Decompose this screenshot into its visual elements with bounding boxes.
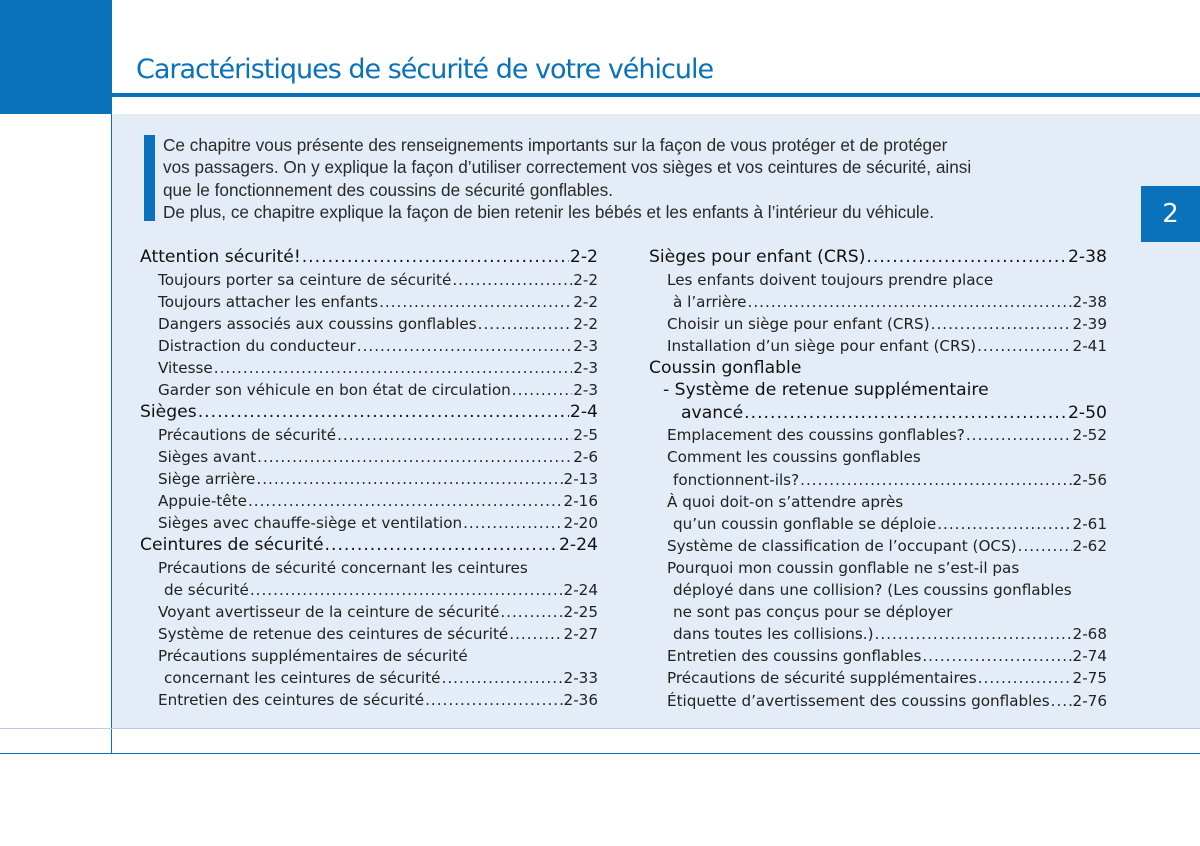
toc-entry[interactable] (649, 623, 1107, 645)
toc-leader-dots (379, 291, 572, 313)
toc-entry-label: de sécurité (164, 580, 249, 599)
toc-entry-page: 2-16 (563, 491, 598, 510)
toc-entry-page: 2-2 (573, 292, 598, 311)
toc-entry[interactable] (140, 269, 598, 291)
panel-left-edge (111, 114, 112, 754)
intro-line: De plus, ce chapitre explique la façon de bien retenir les bébés et les enfants à l’intérieur du véhicule. (163, 201, 935, 222)
toc-entry-page: 2-25 (563, 602, 598, 621)
toc-entry[interactable] (140, 601, 598, 623)
toc-entry[interactable] (649, 579, 1107, 601)
toc-leader-dots (442, 667, 563, 689)
toc-left-column (140, 246, 598, 711)
bottom-rule (0, 753, 1200, 754)
corner-color-block (0, 0, 112, 114)
toc-entry-label: déployé dans une collision? (Les coussins gonflables (673, 581, 1072, 600)
toc-entry[interactable] (140, 490, 598, 512)
toc-leader-dots (198, 401, 569, 424)
toc-entry[interactable] (649, 446, 1107, 468)
toc-entry[interactable] (649, 379, 1107, 402)
toc-entry-label: Installation d’un siège pour enfant (CRS) (667, 336, 977, 355)
toc-entry-label: Précautions de sécurité supplémentaires (667, 669, 977, 688)
toc-entry[interactable] (140, 424, 598, 446)
toc-entry-page: 2-39 (1072, 314, 1107, 333)
toc-leader-dots (463, 512, 562, 534)
toc-entry[interactable] (140, 667, 598, 689)
toc-entry-label: qu’un coussin gonflable se déploie (673, 514, 937, 533)
toc-leader-dots (214, 357, 572, 379)
toc-entry-page: 2-20 (563, 513, 598, 532)
intro-paragraph (163, 134, 1113, 223)
toc-leader-dots (937, 513, 1071, 535)
toc-entry-label: Comment les coussins gonflables (667, 448, 921, 467)
intro-line: vos passagers. On y explique la façon d’utiliser correctement vos sièges et vos ceintures de sécurité, ainsi (163, 157, 972, 178)
toc-entry-page: 2-38 (1072, 292, 1107, 311)
toc-entry-page: 2-38 (1067, 247, 1107, 267)
toc-entry[interactable] (140, 623, 598, 645)
toc-entry-page: 2-6 (573, 447, 598, 466)
toc-entry-label: Sièges avant (158, 447, 257, 466)
toc-leader-dots (257, 446, 572, 468)
toc-entry-page: 2-33 (563, 669, 598, 687)
toc-entry-label: ne sont pas conçus pour se déployer (673, 603, 953, 622)
toc-leader-dots (931, 313, 1072, 335)
toc-entry[interactable] (649, 335, 1107, 357)
toc-leader-dots (509, 623, 562, 645)
toc-entry[interactable] (140, 357, 598, 379)
toc-entry-label: Emplacement des coussins gonflables? (667, 426, 965, 445)
toc-entry-label: Choisir un siège pour enfant (CRS) (667, 314, 930, 333)
toc-entry-label: Précautions de sécurité concernant les ceintures (158, 558, 528, 577)
toc-right-column (649, 246, 1107, 712)
toc-entry-label: Toujours porter sa ceinture de sécurité (158, 270, 452, 289)
toc-entry-label: Siège arrière (158, 469, 256, 488)
toc-leader-dots (512, 379, 572, 401)
intro-accent-bar (144, 135, 155, 221)
toc-entry-label: avancé (681, 402, 744, 423)
toc-entry-page: 2-68 (1072, 625, 1107, 644)
toc-entry-page: 2-76 (1072, 691, 1107, 710)
toc-entry-label: À quoi doit-on s’attendre après (667, 492, 904, 511)
toc-entry-page: 2-5 (573, 425, 598, 444)
toc-leader-dots (977, 335, 1071, 357)
toc-leader-dots (250, 579, 563, 601)
toc-entry[interactable] (140, 468, 598, 490)
toc-leader-dots (337, 424, 572, 446)
toc-entry-page: 2-61 (1072, 514, 1107, 533)
toc-entry-label: Sièges avec chauffe-siège et ventilation (158, 513, 463, 532)
toc-entry-label: Ceintures de sécurité (140, 535, 324, 556)
toc-entry-page: 2-24 (563, 580, 598, 599)
toc-entry-page: 2-2 (573, 314, 598, 333)
toc-leader-dots (425, 689, 562, 711)
toc-entry-label: fonctionnent-ils? (673, 470, 800, 489)
toc-entry-page: 2-56 (1072, 470, 1107, 489)
toc-leader-dots (256, 468, 562, 490)
toc-leader-dots (1051, 690, 1072, 712)
toc-entry-page: 2-3 (573, 336, 598, 355)
toc-entry[interactable] (140, 689, 598, 711)
toc-entry-page: 2-41 (1072, 336, 1107, 355)
toc-entry-label: Dangers associés aux coussins gonflables (158, 314, 477, 333)
toc-leader-dots (302, 246, 569, 269)
toc-entry[interactable] (649, 690, 1107, 712)
toc-entry[interactable] (140, 335, 598, 357)
toc-leader-dots (866, 246, 1067, 269)
toc-leader-dots (922, 645, 1071, 667)
toc-entry-label: Toujours attacher les enfants (158, 292, 379, 311)
toc-entry-label: Sièges (140, 402, 197, 423)
toc-leader-dots (452, 269, 572, 291)
toc-entry[interactable] (649, 269, 1107, 291)
toc-entry-label: Distraction du conducteur (158, 336, 356, 355)
toc-entry[interactable] (140, 534, 598, 557)
toc-entry-label: Les enfants doivent toujours prendre place (667, 270, 994, 289)
toc-entry-label: Voyant avertisseur de la ceinture de sécurité (158, 602, 500, 621)
toc-entry-label: - Système de retenue supplémentaire (663, 380, 989, 401)
page-title: Caractéristiques de sécurité de votre véhicule (136, 54, 714, 85)
toc-entry-page: 2-3 (573, 380, 598, 399)
toc-leader-dots (325, 534, 558, 557)
toc-entry-label: Précautions supplémentaires de sécurité (158, 646, 468, 665)
toc-entry-page: 2-2 (569, 247, 598, 267)
toc-entry[interactable] (649, 491, 1107, 513)
chapter-tab[interactable]: 2 (1141, 186, 1200, 242)
toc-entry-label: Étiquette d’avertissement des coussins gonflables (667, 691, 1050, 710)
toc-entry[interactable] (140, 579, 598, 601)
toc-entry-page: 2-24 (558, 535, 598, 556)
toc-entry[interactable] (140, 246, 598, 269)
toc-leader-dots (800, 469, 1071, 491)
toc-leader-dots (500, 601, 562, 623)
toc-leader-dots (875, 623, 1072, 645)
toc-entry[interactable] (649, 246, 1107, 269)
toc-entry[interactable] (649, 469, 1107, 491)
toc-entry-label: concernant les ceintures de sécurité (164, 669, 441, 687)
intro-line: que le fonctionnement des coussins de sécurité gonflables. (163, 179, 614, 200)
toc-entry-label: Coussin gonflable (649, 357, 802, 378)
toc-entry-label: Entretien des ceintures de sécurité (158, 691, 425, 710)
toc-entry-page: 2-36 (563, 691, 598, 710)
toc-entry-label: Système de classification de l’occupant (OCS) (667, 536, 1017, 555)
toc-entry-page: 2-75 (1072, 669, 1107, 688)
toc-entry[interactable] (649, 645, 1107, 667)
toc-entry-page: 2-52 (1072, 426, 1107, 445)
toc-entry-page: 2-27 (563, 624, 598, 643)
toc-entry-label: Précautions de sécurité (158, 425, 337, 444)
toc-entry-page: 2-62 (1072, 536, 1107, 555)
toc-entry-label: Attention sécurité! (140, 247, 301, 267)
toc-entry[interactable] (649, 291, 1107, 313)
toc-leader-dots (248, 490, 563, 512)
toc-entry[interactable] (140, 379, 598, 401)
toc-entry-label: dans toutes les collisions.) (673, 625, 874, 644)
toc-entry-page: 2-3 (573, 358, 598, 377)
toc-entry[interactable] (649, 601, 1107, 623)
toc-entry[interactable] (649, 424, 1107, 446)
toc-entry[interactable] (140, 401, 598, 424)
intro-line: Ce chapitre vous présente des renseignements importants sur la façon de vous protéger et de protéger (163, 135, 948, 155)
toc-entry-label: Sièges pour enfant (CRS) (649, 247, 866, 267)
toc-entry-page: 2-2 (573, 270, 598, 289)
toc-leader-dots (357, 335, 572, 357)
toc-leader-dots (748, 291, 1072, 313)
toc-entry[interactable] (140, 291, 598, 313)
toc-entry-label: à l’arrière (673, 292, 747, 311)
toc-entry[interactable] (140, 446, 598, 468)
toc-entry[interactable] (649, 402, 1107, 425)
toc-entry[interactable] (649, 667, 1107, 689)
toc-leader-dots (478, 313, 573, 335)
toc-entry-page: 2-4 (569, 402, 598, 423)
toc-entry[interactable] (649, 357, 1107, 380)
toc-entry[interactable] (140, 645, 598, 667)
toc-leader-dots (978, 667, 1072, 689)
toc-entry[interactable] (649, 557, 1107, 579)
panel-bottom-line (0, 728, 1200, 729)
toc-leader-dots (1018, 535, 1072, 557)
toc-entry-label: Vitesse (158, 358, 213, 377)
toc-entry-label: Pourquoi mon coussin gonflable ne s’est-il pas (667, 558, 1020, 577)
toc-entry-label: Garder son véhicule en bon état de circulation (158, 380, 511, 399)
toc-entry[interactable] (140, 313, 598, 335)
toc-entry[interactable] (140, 557, 598, 579)
toc-entry-label: Système de retenue des ceintures de sécurité (158, 624, 509, 643)
title-underline (112, 93, 1200, 97)
toc-entry-page: 2-74 (1072, 647, 1107, 666)
toc-entry[interactable] (649, 313, 1107, 335)
toc-entry-page: 2-13 (563, 469, 598, 488)
toc-entry[interactable] (649, 535, 1107, 557)
toc-entry-label: Entretien des coussins gonflables (667, 647, 922, 666)
toc-entry[interactable] (649, 513, 1107, 535)
toc-entry-page: 2-50 (1067, 402, 1107, 423)
toc-leader-dots (966, 424, 1072, 446)
toc-entry[interactable] (140, 512, 598, 534)
toc-leader-dots (744, 402, 1067, 425)
toc-entry-label: Appuie-tête (158, 491, 247, 510)
